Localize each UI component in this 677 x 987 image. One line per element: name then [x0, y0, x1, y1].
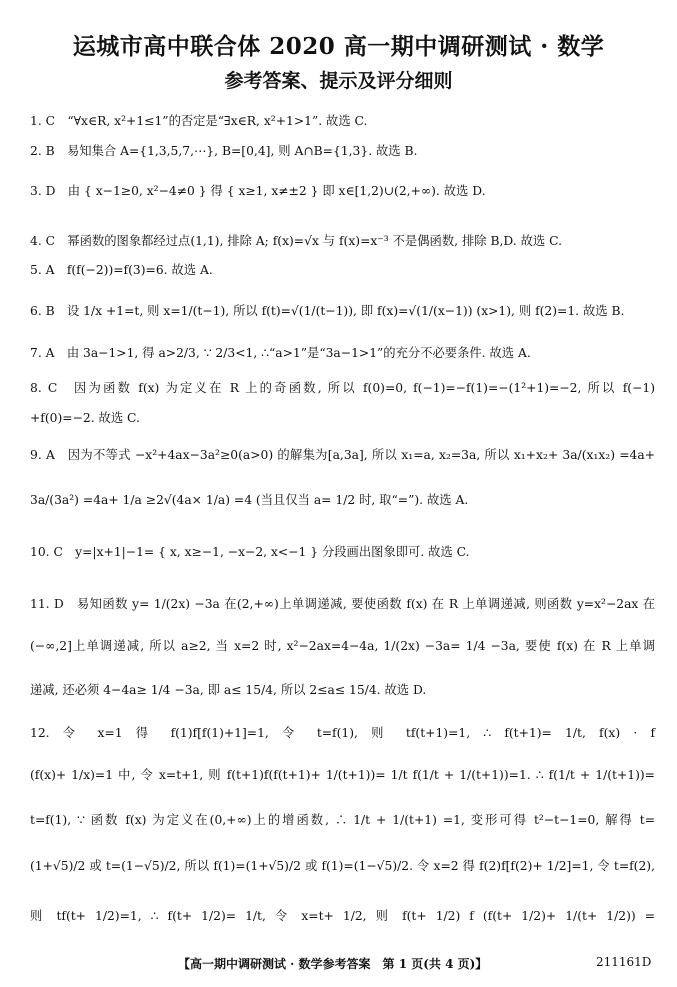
answer-line-6: 6. B 设 1/x +1=t, 则 x=1/(t−1), 所以 f(t)=√(1/(t−1)), 即 f(x)=√(1/(x−1)) (x>1), 则 f(2)=1. 故选 B.	[30, 304, 625, 318]
answer-line-11a: 11. D 易知函数 y= 1/(2x) −3a 在(2,+∞)上单调递减, 要使函数 f(x) 在 R 上单调递减, 则函数 y=x²−2ax 在	[30, 597, 655, 611]
page-footer: 【高一期中调研测试 · 数学参考答案 第 1 页(共 4 页)】	[178, 957, 488, 971]
answer-line-7: 7. A 由 3a−1>1, 得 a>2/3, ∵ 2/3<1, ∴“a>1”是“3a−1>1”的充分不必要条件. 故选 A.	[30, 346, 531, 360]
answer-line-10: 10. C y=|x+1|−1= { x, x≥−1, −x−2, x<−1 } 分段画出图象即可. 故选 C.	[30, 545, 470, 559]
answer-line-12d: (1+√5)/2 或 t=(1−√5)/2, 所以 f(1)=(1+√5)/2 或 f(1)=(1−√5)/2. 令 x=2 得 f(2)f[f(2)+ 1/2]=1, 令 t=f(2),	[30, 859, 655, 873]
answer-line-5: 5. A f(f(−2))=f(3)=6. 故选 A.	[30, 263, 213, 277]
answer-line-11c: 递减, 还必须 4−4a≥ 1/4 −3a, 即 a≤ 15/4, 所以 2≤a≤ 15/4. 故选 D.	[30, 683, 427, 697]
answer-line-11b: (−∞,2]上单调递减, 所以 a≥2, 当 x=2 时, x²−2ax=4−4a, 1/(2x) −3a= 1/4 −3a, 要使 f(x) 在 R 上单调	[30, 639, 655, 653]
answer-line-9b: 3a/(3a²) =4a+ 1/a ≥2√(4a× 1/a) =4 (当且仅当 a= 1/2 时, 取“=”). 故选 A.	[30, 493, 469, 507]
answer-line-12b: (f(x)+ 1/x)=1 中, 令 x=t+1, 则 f(t+1)f(f(t+1)+ 1/(t+1))= 1/t f(1/t + 1/(t+1))=1. ∴ f(1/t + 1/(t+1))=	[30, 768, 655, 782]
answer-line-8b: +f(0)=−2. 故选 C.	[30, 411, 140, 425]
answer-line-8a: 8. C 因为函数 f(x) 为定义在 R 上的奇函数, 所以 f(0)=0, f(−1)=−f(1)=−(1²+1)=−2, 所以 f(−1)	[30, 381, 655, 395]
page-subtitle: 参考答案、提示及评分细则	[224, 70, 453, 92]
answer-line-2: 2. B 易知集合 A={1,3,5,7,⋯}, B=[0,4], 则 A∩B={1,3}. 故选 B.	[30, 144, 418, 158]
answer-line-1: 1. C “∀x∈R, x²+1≤1”的否定是“∃x∈R, x²+1>1”. 故选 C.	[30, 114, 368, 128]
page-title: 运城市高中联合体 2020 高一期中调研测试 · 数学	[72, 33, 605, 60]
answer-line-12a: 12. 令 x=1 得 f(1)f[f(1)+1]=1, 令 t=f(1), 则 tf(t+1)=1, ∴ f(t+1)= 1/t, f(x) · f	[30, 726, 655, 740]
document-code: 211161D	[596, 955, 652, 969]
answer-line-12c: t=f(1), ∵ 函数 f(x) 为定义在(0,+∞)上的增函数, ∴ 1/t + 1/(t+1) =1, 变形可得 t²−t−1=0, 解得 t=	[30, 813, 655, 827]
answer-line-12e: 则 tf(t+ 1/2)=1, ∴ f(t+ 1/2)= 1/t, 令 x=t+ 1/2, 则 f(t+ 1/2) f (f(t+ 1/2)+ 1/(t+ 1/2)) =	[30, 909, 655, 923]
answer-line-9a: 9. A 因为不等式 −x²+4ax−3a²≥0(a>0) 的解集为[a,3a], 所以 x₁=a, x₂=3a, 所以 x₁+x₂+ 3a/(x₁x₂) =4a+	[30, 448, 655, 462]
answer-line-4: 4. C 幂函数的图象都经过点(1,1), 排除 A; f(x)=√x 与 f(x)=x⁻³ 不是偶函数, 排除 B,D. 故选 C.	[30, 234, 563, 248]
answer-line-3: 3. D 由 { x−1≥0, x²−4≠0 } 得 { x≥1, x≠±2 } 即 x∈[1,2)∪(2,+∞). 故选 D.	[30, 184, 486, 198]
